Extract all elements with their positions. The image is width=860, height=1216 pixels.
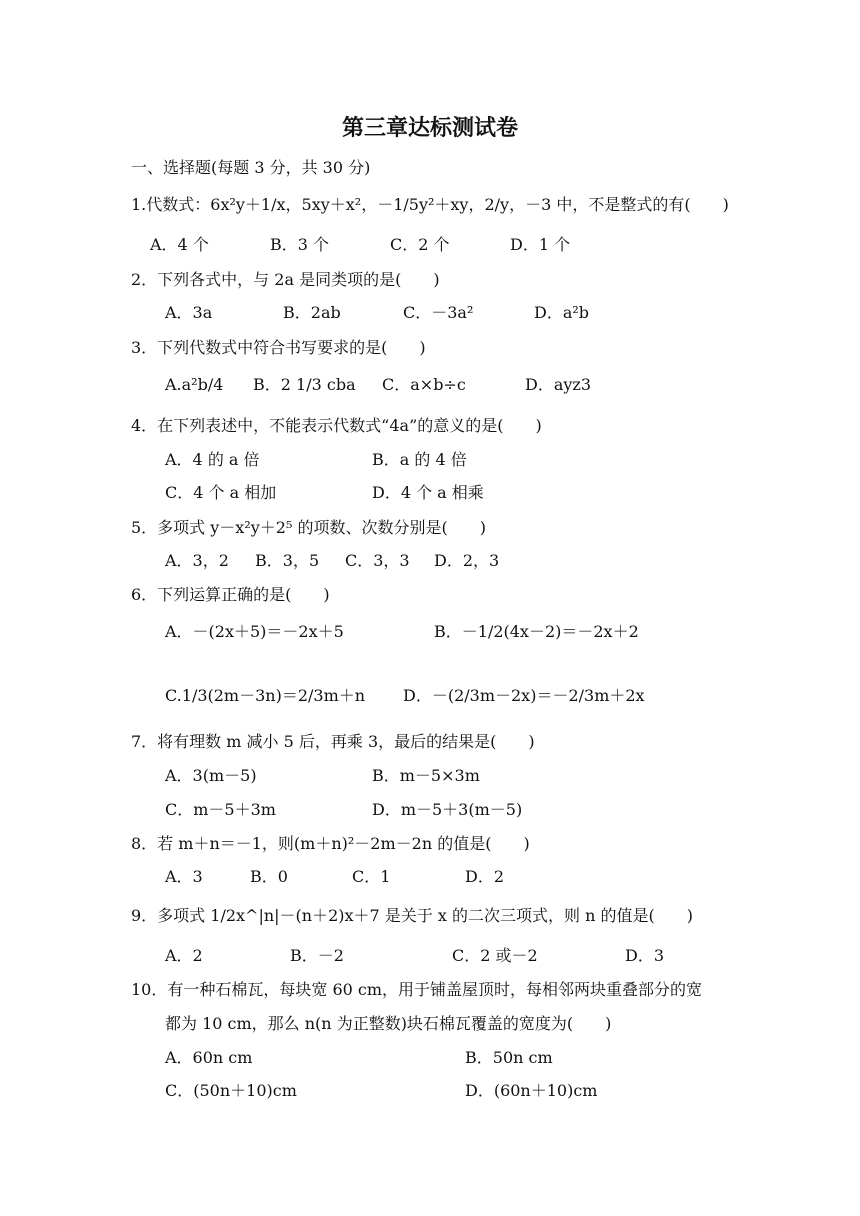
question-9-option-c: C．2 或－2 <box>452 946 538 965</box>
question-5-option-b: B．3，5 <box>255 551 320 570</box>
question-10-option-d: D．(60n＋10)cm <box>465 1081 598 1100</box>
question-3-option-c: C．a×b÷c <box>382 375 466 394</box>
question-7-option-a: A．3(m－5) <box>165 766 257 785</box>
question-3-option-d: D．ayz3 <box>525 375 592 394</box>
question-1-option-a: A．4 个 <box>150 235 209 254</box>
question-10-stem: 10．有一种石棉瓦，每块宽 60 cm，用于铺盖屋顶时，每相邻两块重叠部分的宽 <box>131 980 703 999</box>
question-4-option-d: D．4 个 a 相乘 <box>372 483 484 502</box>
question-4-stem: 4．在下列表述中，不能表示代数式“4a”的意义的是( ) <box>131 416 542 435</box>
question-7-option-b: B．m－5×3m <box>372 766 480 785</box>
question-2-option-c: C．－3a² <box>403 303 474 322</box>
question-9-option-a: A．2 <box>165 946 203 965</box>
question-7-option-c: C．m－5＋3m <box>165 800 276 819</box>
question-2-stem: 2．下列各式中，与 2a 是同类项的是( ) <box>131 270 440 289</box>
section-heading: 一、选择题(每题 3 分，共 30 分) <box>131 158 371 177</box>
question-9-option-d: D．3 <box>625 946 665 965</box>
question-6-option-d: D．－(2/3m－2x)＝－2/3m＋2x <box>403 686 645 705</box>
question-1-option-c: C．2 个 <box>390 235 450 254</box>
question-1-stem: 1.代数式：6x²y＋1/x，5xy＋x²，－1/5y²＋xy，2/y，－3 中，不是整式的有( ) <box>131 195 729 214</box>
question-6-option-c: C.1/3(2m－3n)＝2/3m＋n <box>165 686 366 705</box>
question-7-stem: 7．将有理数 m 减小 5 后，再乘 3，最后的结果是( ) <box>131 732 535 751</box>
question-3-option-b: B．2 1/3 cba <box>253 375 356 394</box>
question-2-option-a: A．3a <box>165 303 213 322</box>
question-1-option-d: D．1 个 <box>510 235 571 254</box>
question-5-stem: 5．多项式 y－x²y＋2⁵ 的项数、次数分别是( ) <box>131 518 486 537</box>
question-3-option-a: A.a²b/4 <box>165 375 224 394</box>
question-6-option-a: A．－(2x＋5)＝－2x＋5 <box>165 622 344 641</box>
question-2-option-b: B．2ab <box>283 303 341 322</box>
question-10-option-a: A．60n cm <box>165 1048 253 1067</box>
question-10-option-b: B．50n cm <box>465 1048 553 1067</box>
question-10-option-c: C．(50n＋10)cm <box>165 1081 297 1100</box>
question-8-option-b: B．0 <box>250 867 288 886</box>
question-10-stem-continued: 都为 10 cm，那么 n(n 为正整数)块石棉瓦覆盖的宽度为( ) <box>165 1014 612 1033</box>
question-6-stem: 6．下列运算正确的是( ) <box>131 585 330 604</box>
question-8-option-a: A．3 <box>165 867 203 886</box>
question-7-option-d: D．m－5＋3(m－5) <box>372 800 523 819</box>
question-1-option-b: B．3 个 <box>270 235 330 254</box>
question-4-option-c: C．4 个 a 相加 <box>165 483 277 502</box>
question-5-option-a: A．3，2 <box>165 551 229 570</box>
question-2-option-d: D．a²b <box>534 303 590 322</box>
question-9-option-b: B．－2 <box>290 946 344 965</box>
question-4-option-b: B．a 的 4 倍 <box>372 450 467 469</box>
question-3-stem: 3．下列代数式中符合书写要求的是( ) <box>131 338 426 357</box>
question-6-option-b: B．－1/2(4x－2)＝－2x＋2 <box>434 622 639 641</box>
question-5-option-c: C．3，3 <box>345 551 410 570</box>
question-9-stem: 9．多项式 1/2x^|n|－(n＋2)x＋7 是关于 x 的二次三项式，则 n 的值是( ) <box>131 906 693 925</box>
question-8-option-c: C．1 <box>352 867 391 886</box>
question-5-option-d: D．2，3 <box>434 551 500 570</box>
question-8-stem: 8．若 m＋n＝－1，则(m＋n)²－2m－2n 的值是( ) <box>131 834 530 853</box>
question-4-option-a: A．4 的 a 倍 <box>165 450 260 469</box>
page-title: 第三章达标测试卷 <box>341 116 518 141</box>
question-8-option-d: D．2 <box>465 867 505 886</box>
